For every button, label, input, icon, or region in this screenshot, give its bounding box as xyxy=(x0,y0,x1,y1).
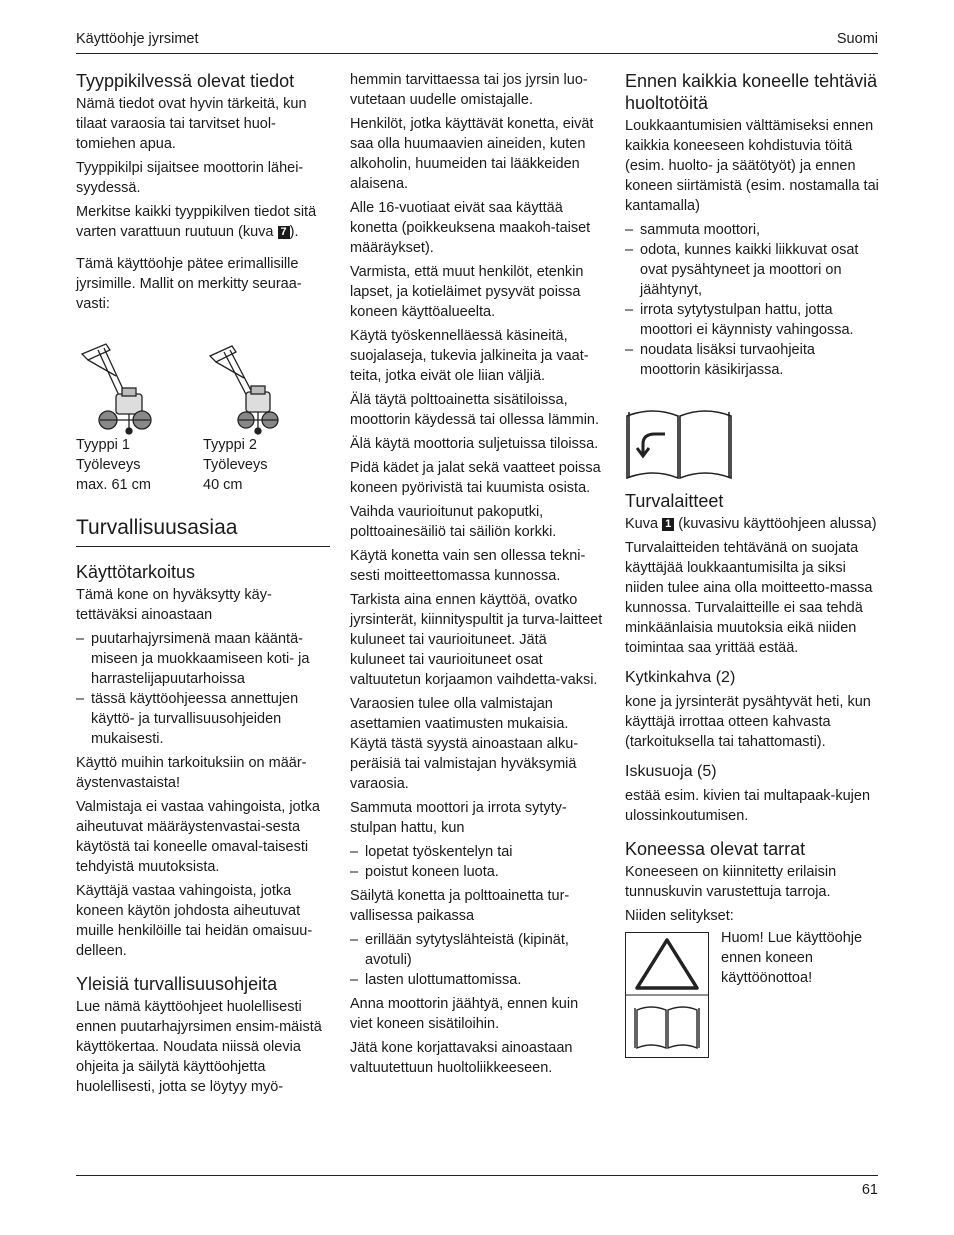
heading-safety-devices: Turvalaitteet xyxy=(625,491,724,511)
paragraph: Vaihda vaurioitunut pakoputki, polttoainesäiliö tai säiliön korkki. xyxy=(350,504,557,540)
paragraph xyxy=(76,202,330,242)
list-item: – irrota sytytystulpan hattu, jotta moottori ei käynnisty vahingossa. xyxy=(625,300,879,340)
paragraph: Anna moottorin jäähtyä, ennen kuin viet koneen sisätiloihin. xyxy=(350,996,579,1032)
column-2 xyxy=(350,70,604,1082)
type-width-label: Työleveys xyxy=(76,457,141,473)
paragraph: Varmista, että muut henkilöt, etenkin lapset, ja kotieläimet pysyvät poissa koneen käyttöalueelta. xyxy=(350,264,584,320)
stop-engine-list xyxy=(350,842,604,882)
page-footer xyxy=(76,1175,878,1198)
paragraph: Alle 16-vuotiaat eivät saa käyttää konetta (poikkeuksena maakoh-taiset määräykset). xyxy=(350,200,591,256)
paragraph: Valmistaja ei vastaa vahingoista, jotka aiheutuvat määräystenvastai-sesta käytöstä tai koneelle omaval-taisesti tehdyistä muutoksista. xyxy=(76,799,320,875)
storage-list xyxy=(350,930,604,990)
figure-ref-box: 1 xyxy=(662,518,674,531)
list-item: – noudata lisäksi turvaohjeita moottorin käsikirjassa. xyxy=(625,340,879,380)
paragraph: hemmin tarvittaessa tai jos jyrsin luo-vutetaan uudelle omistajalle. xyxy=(350,72,588,108)
text: ). xyxy=(289,224,299,240)
tiller-types xyxy=(76,435,330,495)
paragraph: Niiden selitykset: xyxy=(625,908,734,924)
type-width-label: Työleveys xyxy=(203,457,268,473)
list-item: – puutarhajyrsimenä maan kääntä-miseen ja muokkaamiseen koti- ja harrastelijapuutarhoissa xyxy=(76,629,330,689)
paragraph: Tämä käyttöohje pätee erimallisille jyrsimille. Mallit on merkitty seuraa-vasti: xyxy=(76,256,302,312)
header-title: Käyttöohje jyrsimet xyxy=(76,31,199,47)
type-label: Tyyppi 2 xyxy=(203,437,257,453)
heading-type-plate: Tyyppikilvessä olevat tiedot xyxy=(76,71,295,91)
type-width-value: max. 61 cm xyxy=(76,477,151,493)
paragraph: Käytä työskennelläessä käsineitä, suojalaseja, tukevia jalkineita ja vaat-teita, jotka eivät ole liian väljiä. xyxy=(350,328,589,384)
text: (kuvasivu käyttöohjeen alussa) xyxy=(674,516,877,532)
column-1 xyxy=(76,70,330,1101)
header-language: Suomi xyxy=(836,31,878,47)
text: Merkitse kaikki tyyppikilven tiedot sitä varten varattuun ruutuun (kuva xyxy=(76,204,317,240)
paragraph: Turvalaitteiden tehtävänä on suojata käyttäjää loukkaantumisilta ja siksi niiden tulee aina olla moitteetto-massa kunnossa. Turvalaitteille ei saa tehdä minkäänlaisia muutoksia eikä niiden toimintaa saa yrittää estää. xyxy=(625,540,873,656)
warning-text: Huom! Lue käyttöohje ennen koneen käyttöönottoa! xyxy=(721,930,863,986)
paragraph: Älä käytä moottoria suljetuissa tiloissa. xyxy=(350,436,599,452)
paragraph: Tyyppikilpi sijaitsee moottorin lähei-syydessä. xyxy=(76,160,304,196)
type-2-caption xyxy=(203,435,330,495)
paragraph: estää esim. kivien tai multapaak-kujen ulossinkoutumisen. xyxy=(625,788,871,824)
paragraph: Tämä kone on hyväksytty käy-tettäväksi ainoastaan xyxy=(76,587,272,623)
paragraph: Käytä konetta vain sen ollessa tekni-sesti moitteettomassa kunnossa. xyxy=(350,548,586,584)
column-3 xyxy=(625,70,879,1058)
paragraph: Pidä kädet ja jalat sekä vaatteet poissa koneen pyörivistä tai kuumista osista. xyxy=(350,460,601,496)
heading-general-safety: Yleisiä turvallisuusohjeita xyxy=(76,974,278,994)
paragraph: Tarkista aina ennen käyttöä, ovatko jyrsinterät, kiinnityspultit ja turva-laitteet kuluneet tai vaurioituneet. Jätä kuluneet tai vaurioituneet osat valtuutetun korjaamon vaihdetta-vaksi. xyxy=(350,592,603,688)
paragraph: Lue nämä käyttöohjeet huolellisesti ennen puutarhajyrsimen ensim-mäistä käyttökertaa. Noudata niissä olevia ohjeita ja säilytä käyttöohjetta huolellisesti, jotta se löytyy myö- xyxy=(76,999,322,1095)
figure-ref-box: 7 xyxy=(278,226,290,239)
page-number: 61 xyxy=(861,1182,878,1198)
tiller-type2-icon xyxy=(206,340,288,435)
manual-book-icon xyxy=(625,408,733,480)
list-item: – odota, kunnes kaikki liikkuvat osat ovat pysähtyneet ja moottori on jäähtynyt, xyxy=(625,240,879,300)
paragraph: Säilytä konetta ja polttoainetta tur-vallisessa paikassa xyxy=(350,888,570,924)
use-list xyxy=(76,629,330,749)
warning-label-row xyxy=(625,932,879,1058)
paragraph: kone ja jyrsinterät pysähtyvät heti, kun käyttäjä irrottaa otteen kahvasta (tarkoituksella tai tahattomasti). xyxy=(625,694,871,750)
paragraph: Loukkaantumisien välttämiseksi ennen kaikkia koneeseen kohdistuvia töitä (esim. huolto- ja säätötyöt) ja ennen koneen siirtämistä (esim. nostamalla tai kantamalla) xyxy=(625,118,879,214)
warning-label xyxy=(625,932,709,1058)
type-1-caption xyxy=(76,435,203,495)
type-width-value: 40 cm xyxy=(203,477,243,493)
list-item: – lopetat työskentelyn tai xyxy=(350,842,604,862)
heading-safety: Turvallisuusasiaa xyxy=(76,515,330,547)
paragraph: Käyttö muihin tarkoituksiin on määr-äystenvastaista! xyxy=(76,755,307,791)
text: Kuva xyxy=(625,516,663,532)
page-header xyxy=(76,31,878,54)
maintenance-list xyxy=(625,220,879,380)
tiller-type1-icon xyxy=(76,340,158,435)
heading-before-maintenance: Ennen kaikkia koneelle tehtäviä huoltotöitä xyxy=(625,71,878,113)
type-label: Tyyppi 1 xyxy=(76,437,130,453)
list-item: – poistut koneen luota. xyxy=(350,862,604,882)
heading-impact-guard: Iskusuoja (5) xyxy=(625,763,717,780)
heading-machine-labels: Koneessa olevat tarrat xyxy=(625,839,806,859)
paragraph: Käyttäjä vastaa vahingoista, jotka koneen käytön johdosta aiheutuvat muille henkilöille tai heidän omaisuu-delleen. xyxy=(76,883,313,959)
heading-intended-use: Käyttötarkoitus xyxy=(76,562,196,582)
paragraph: Sammuta moottori ja irrota sytyty-stulpan hattu, kun xyxy=(350,800,567,836)
list-item: – tässä käyttöohjeessa annettujen käyttö- ja turvallisuusohjeiden mukaisesti. xyxy=(76,689,330,749)
paragraph: Koneeseen on kiinnitetty erilaisin tunnuskuvin varustettuja tarroja. xyxy=(625,864,837,900)
tiller-illustrations xyxy=(76,340,330,435)
paragraph xyxy=(625,514,879,534)
heading-clutch-handle: Kytkinkahva (2) xyxy=(625,669,736,686)
paragraph: Älä täytä polttoainetta sisätiloissa, moottorin käydessä tai ollessa lämmin. xyxy=(350,392,600,428)
paragraph: Jätä kone korjattavaksi ainoastaan valtuutettuun huoltoliikkeeseen. xyxy=(350,1040,573,1076)
list-item: – lasten ulottumattomissa. xyxy=(350,970,604,990)
list-item: – sammuta moottori, xyxy=(625,220,879,240)
paragraph: Henkilöt, jotka käyttävät konetta, eivät saa olla huumaavien aineiden, kuten alkoholin, huumeiden tai lääkkeiden alaisena. xyxy=(350,116,594,192)
list-item: – erillään sytytyslähteistä (kipinät, avotuli) xyxy=(350,930,604,970)
paragraph: Varaosien tulee olla valmistajan asettamien vaatimusten mukaisia. Käytä tästä syystä ainoastaan alku-peräisiä tai valmistajan hyväksymiä varaosia. xyxy=(350,696,579,792)
paragraph: Nämä tiedot ovat hyvin tärkeitä, kun tilaat varaosia tai tarvitset huol-tomiehen apua. xyxy=(76,96,307,152)
